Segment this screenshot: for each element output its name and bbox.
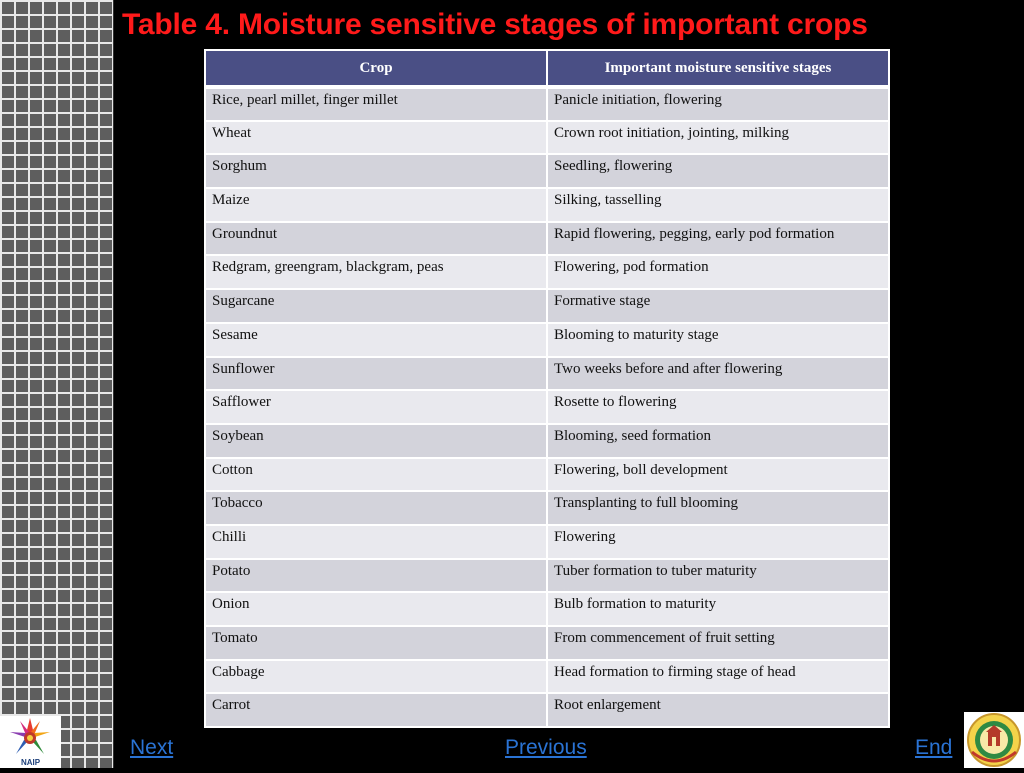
crop-cell: Wheat (205, 121, 547, 155)
table-row (205, 357, 889, 391)
column-header-crop: Crop (205, 50, 547, 87)
university-emblem-icon (964, 712, 1024, 768)
stage-cell: Head formation to firming stage of head (547, 660, 889, 694)
table-row (205, 323, 889, 357)
previous-link[interactable]: Previous (505, 736, 587, 759)
stage-cell: From commencement of fruit setting (547, 626, 889, 660)
table-row (205, 188, 889, 222)
table-row (205, 154, 889, 188)
end-link[interactable]: End (915, 736, 953, 759)
stage-cell: Seedling, flowering (547, 154, 889, 188)
stage-cell: Flowering, pod formation (547, 255, 889, 289)
crop-cell: Groundnut (205, 222, 547, 256)
stage-cell: Crown root initiation, jointing, milking (547, 121, 889, 155)
stage-cell: Two weeks before and after flowering (547, 357, 889, 391)
table-row (205, 424, 889, 458)
table-row (205, 390, 889, 424)
naip-logo-caption: NAIP (20, 758, 41, 767)
table-row (205, 222, 889, 256)
table-header-row (205, 50, 889, 87)
crop-cell: Potato (205, 559, 547, 593)
crop-cell: Cabbage (205, 660, 547, 694)
crop-cell: Redgram, greengram, blackgram, peas (205, 255, 547, 289)
table-row (205, 458, 889, 492)
table-row (205, 121, 889, 155)
crop-cell: Safflower (205, 390, 547, 424)
table-row (205, 660, 889, 694)
stage-cell: Panicle initiation, flowering (547, 87, 889, 121)
table-row (205, 559, 889, 593)
stage-cell: Rapid flowering, pegging, early pod formation (547, 222, 889, 256)
crop-cell: Cotton (205, 458, 547, 492)
naip-logo (0, 716, 61, 768)
crop-cell: Soybean (205, 424, 547, 458)
table-row (205, 255, 889, 289)
column-header-stages: Important moisture sensitive stages (547, 50, 889, 87)
naip-logo-icon (0, 716, 61, 760)
stage-cell: Tuber formation to tuber maturity (547, 559, 889, 593)
stage-cell: Bulb formation to maturity (547, 592, 889, 626)
crop-cell: Sunflower (205, 357, 547, 391)
university-emblem (964, 712, 1024, 768)
slide-title: Table 4. Moisture sensitive stages of important crops (122, 8, 868, 41)
crop-cell: Rice, pearl millet, finger millet (205, 87, 547, 121)
stage-cell: Rosette to flowering (547, 390, 889, 424)
table-row (205, 525, 889, 559)
table-row (205, 289, 889, 323)
table-row (205, 87, 889, 121)
stage-cell: Flowering (547, 525, 889, 559)
crop-cell: Chilli (205, 525, 547, 559)
table-row (205, 626, 889, 660)
stage-cell: Transplanting to full blooming (547, 491, 889, 525)
crop-moisture-table (204, 49, 890, 728)
stage-cell: Blooming to maturity stage (547, 323, 889, 357)
stage-cell: Silking, tasselling (547, 188, 889, 222)
stage-cell: Root enlargement (547, 693, 889, 727)
next-link[interactable]: Next (130, 736, 174, 759)
table-row (205, 592, 889, 626)
stage-cell: Formative stage (547, 289, 889, 323)
table-row (205, 491, 889, 525)
crop-cell: Onion (205, 592, 547, 626)
crop-cell: Tomato (205, 626, 547, 660)
table-body (205, 87, 889, 727)
crop-cell: Maize (205, 188, 547, 222)
table-row (205, 693, 889, 727)
stage-cell: Flowering, boll development (547, 458, 889, 492)
crop-cell: Sorghum (205, 154, 547, 188)
crop-cell: Sesame (205, 323, 547, 357)
crop-cell: Sugarcane (205, 289, 547, 323)
grid-pattern-strip (0, 0, 114, 768)
crop-cell: Tobacco (205, 491, 547, 525)
crop-cell: Carrot (205, 693, 547, 727)
stage-cell: Blooming, seed formation (547, 424, 889, 458)
